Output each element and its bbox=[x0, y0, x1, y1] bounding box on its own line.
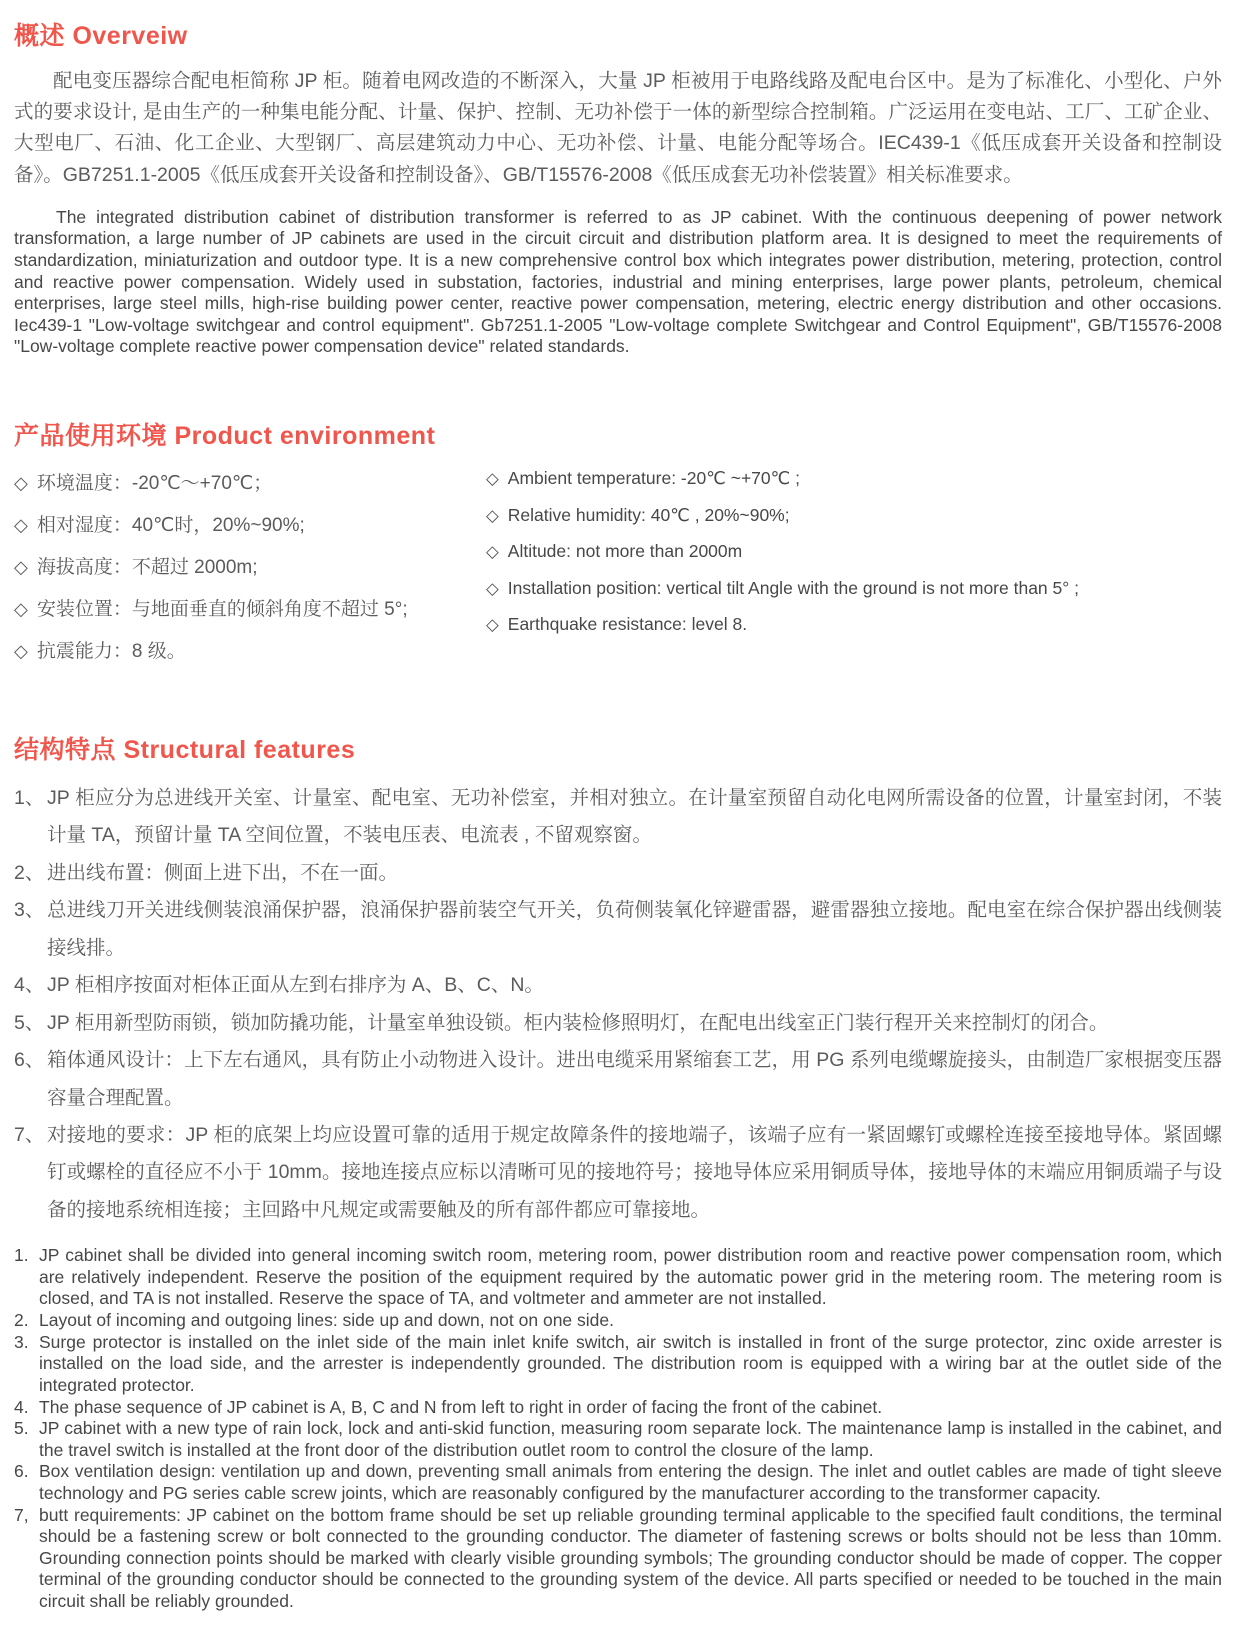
structural-features-section bbox=[14, 730, 1222, 1613]
diamond-bullet-icon: ◇ bbox=[14, 641, 28, 662]
overview-paragraph-zh: 配电变压器综合配电柜简称 JP 柜。随着电网改造的不断深入，大量 JP 柜被用于电路线路及配电台区中。是为了标准化、小型化、户外式的要求设计, 是由生产的一种集电能分配、计量、保护、控制、无功补偿于一体的新型综合控制箱。广泛运用在变电站、工厂、工矿企业、大型电厂、石油、化工企业、大型钢厂、高层建筑动力中心、无功补偿、计量、电能分配等场合。IEC439-1《低压成套开关设备和控制设备》。GB7251.1-2005《低压成套开关设备和控制设备》、GB/T15576-2008《低压成套无功补偿装置》相关标准要求。 bbox=[14, 70, 1222, 186]
feature-item-text: JP 柜相序按面对柜体正面从左到右排序为 A、B、C、N。 bbox=[47, 974, 544, 997]
product-environment-section bbox=[14, 416, 1222, 678]
diamond-bullet-icon: ◇ bbox=[486, 578, 499, 598]
feature-item-number: 2、 bbox=[14, 861, 45, 884]
environment-item-zh bbox=[14, 552, 486, 579]
feature-item-text: Layout of incoming and outgoing lines: side up and down, not on one side. bbox=[39, 1310, 614, 1331]
overview-heading: 概述 Overveiw bbox=[14, 22, 188, 50]
environment-item-text: Ambient temperature: -20℃ ~+70℃ ; bbox=[507, 468, 801, 489]
feature-item-text: JP cabinet shall be divided into general incoming switch room, metering room, power distribution room and reactive power compensation room, which are relatively independent. Reserve the position of the equipment required by the automatic power grid in the metering room. The metering room is closed, and TA is not installed. Reserve the space of TA, and voltmeter and ammeter are not installed. bbox=[39, 1245, 1222, 1309]
environment-list-en bbox=[486, 468, 1222, 651]
diamond-bullet-icon: ◇ bbox=[14, 515, 28, 536]
environment-item-text: Earthquake resistance: level 8. bbox=[507, 614, 748, 635]
feature-item-number: 2. bbox=[14, 1310, 29, 1331]
feature-item-text: JP 柜用新型防雨锁，锁加防撬功能，计量室单独设锁。柜内装检修照明灯，在配电出线室正门装行程开关来控制灯的闭合。 bbox=[47, 1011, 1109, 1034]
overview-paragraph-en: The integrated distribution cabinet of distribution transformer is referred to as JP cabinet. With the continuous deepening of power network transformation, a large number of JP cabinets are used in the circuit circuit and distribution platform area. It is designed to meet the requirements of standardization, miniaturization and outdoor type. It is a new comprehensive control box which integrates power distribution, metering, protection, control and reactive power compensation. Widely used in substation, factories, industrial and mining enterprises, large power plants, petroleum, chemical enterprises, large steel mills, high-rise building power center, reactive power compensation, metering, electric energy distribution and other occasions. Iec439-1 "Low-voltage switchgear and control equipment". Gb7251.1-2005 "Low-voltage complete Switchgear and Control Equipment", GB/T15576-2008 "Low-voltage complete reactive power compensation device" related standards. bbox=[14, 206, 1222, 357]
environment-item-zh bbox=[14, 468, 486, 495]
feature-item-en bbox=[14, 1505, 1222, 1613]
feature-item-en bbox=[14, 1245, 1222, 1310]
feature-item-number: 3. bbox=[14, 1331, 29, 1352]
feature-item-en bbox=[14, 1332, 1222, 1397]
diamond-bullet-icon: ◇ bbox=[486, 542, 499, 562]
feature-item-number: 7、 bbox=[14, 1123, 45, 1146]
feature-item-number: 5、 bbox=[14, 1011, 45, 1034]
diamond-bullet-icon: ◇ bbox=[14, 473, 28, 494]
environment-item-text: 环境温度：-20℃～+70℃； bbox=[36, 473, 273, 495]
features-list-en bbox=[14, 1245, 1222, 1612]
feature-item-zh bbox=[14, 892, 1222, 967]
environment-item-text: Relative humidity: 40℃ , 20%~90%; bbox=[507, 504, 790, 525]
feature-item-number: 7, bbox=[14, 1504, 29, 1525]
environment-item-en bbox=[486, 614, 1222, 635]
overview-section bbox=[14, 16, 1222, 358]
structural-features-heading: 结构特点 Structural features bbox=[14, 736, 356, 765]
feature-item-text: JP cabinet with a new type of rain lock, lock and anti-skid function, measuring room separate lock. The maintenance lamp is installed in the cabinet, and the travel switch is installed at the front door of the distribution outlet room to control the closure of the lamp. bbox=[39, 1418, 1222, 1460]
diamond-bullet-icon: ◇ bbox=[14, 557, 28, 578]
environment-item-text: 相对湿度：40℃时，20%~90%; bbox=[36, 515, 305, 537]
feature-item-zh bbox=[14, 855, 1222, 892]
feature-item-en bbox=[14, 1418, 1222, 1461]
environment-item-text: 海拔高度：不超过 2000m; bbox=[36, 557, 258, 579]
feature-item-number: 1. bbox=[14, 1245, 29, 1266]
feature-item-zh bbox=[14, 1042, 1222, 1117]
feature-item-text: Box ventilation design: ventilation up and down, preventing small animals from entering the design. The inlet and outlet cables are made of tight sleeve technology and PG series cable screw joints, which are reasonably configured by the manufacturer according to the transformer capacity. bbox=[39, 1461, 1222, 1503]
feature-item-zh bbox=[14, 780, 1222, 855]
feature-item-text: JP 柜应分为总进线开关室、计量室、配电室、无功补偿室，并相对独立。在计量室预留自动化电网所需设备的位置，计量室封闭，不装计量 TA，预留计量 TA 空间位置，不装电压表、电流表 , 不留观察窗。 bbox=[47, 787, 1222, 847]
feature-item-zh bbox=[14, 1117, 1222, 1229]
feature-item-text: 箱体通风设计：上下左右通风，具有防止小动物进入设计。进出电缆采用紧缩套工艺，用 PG 系列电缆螺旋接头，由制造厂家根据变压器容量合理配置。 bbox=[47, 1049, 1222, 1109]
feature-item-text: Surge protector is installed on the inlet side of the main inlet knife switch, air switch is installed in front of the surge protector, zinc oxide arrester is installed on the load side, and the arrester is independently grounded. The distribution room is equipped with a wiring bar at the outlet side of the integrated protector. bbox=[39, 1331, 1222, 1395]
feature-item-en bbox=[14, 1310, 1222, 1332]
diamond-bullet-icon: ◇ bbox=[486, 469, 499, 489]
environment-item-text: Installation position: vertical tilt Angle with the ground is not more than 5° ; bbox=[507, 577, 1079, 598]
diamond-bullet-icon: ◇ bbox=[14, 599, 28, 620]
environment-item-text: 安装位置：与地面垂直的倾斜角度不超过 5°; bbox=[36, 599, 408, 621]
feature-item-zh bbox=[14, 1005, 1222, 1042]
feature-item-number: 6. bbox=[14, 1461, 29, 1482]
feature-item-text: The phase sequence of JP cabinet is A, B, C and N from left to right in order of facing the front of the cabinet. bbox=[39, 1396, 883, 1417]
diamond-bullet-icon: ◇ bbox=[486, 615, 499, 635]
feature-item-number: 5. bbox=[14, 1418, 29, 1439]
feature-item-number: 3、 bbox=[14, 899, 45, 922]
diamond-bullet-icon: ◇ bbox=[486, 505, 499, 525]
environment-item-en bbox=[486, 468, 1222, 489]
product-environment-heading: 产品使用环境 Product environment bbox=[14, 422, 436, 451]
environment-item-zh bbox=[14, 636, 486, 663]
environment-item-en bbox=[486, 505, 1222, 526]
feature-item-en bbox=[14, 1461, 1222, 1504]
feature-item-en bbox=[14, 1397, 1222, 1419]
environment-item-zh bbox=[14, 510, 486, 537]
environment-item-en bbox=[486, 541, 1222, 562]
environment-item-text: 抗震能力：8 级。 bbox=[36, 641, 186, 663]
feature-item-number: 1、 bbox=[14, 787, 45, 810]
feature-item-zh bbox=[14, 967, 1222, 1004]
feature-item-text: butt requirements: JP cabinet on the bottom frame should be set up reliable grounding terminal applicable to the specified fault conditions, the terminal should be a fastening screw or bolt connected to the grounding conductor. The diameter of fastening screws or bolts should not be less than 10mm. Grounding connection points should be marked with clearly visible grounding symbols; The grounding conductor should be made of copper. The copper terminal of the grounding conductor should be connected to the grounding system of the device. All parts specified or needed to be touched in the main circuit shall be reliably grounded. bbox=[39, 1504, 1222, 1612]
environment-item-text: Altitude: not more than 2000m bbox=[507, 541, 743, 562]
environment-columns bbox=[14, 468, 1222, 678]
feature-item-text: 对接地的要求：JP 柜的底架上均应设置可靠的适用于规定故障条件的接地端子，该端子应有一紧固螺钉或螺栓连接至接地导体。紧固螺钉或螺栓的直径应不小于 10mm。接地连接点应标以清晰可见的接地符号；接地导体应采用铜质导体，接地导体的末端应用铜质端子与设备的接地系统相连接；主回路中凡规定或需要触及的所有部件都应可靠接地。 bbox=[47, 1123, 1222, 1221]
environment-item-en bbox=[486, 578, 1222, 599]
features-list-zh bbox=[14, 780, 1222, 1229]
environment-list-zh bbox=[14, 468, 486, 678]
feature-item-text: 进出线布置：侧面上进下出，不在一面。 bbox=[47, 861, 399, 884]
feature-item-number: 6、 bbox=[14, 1049, 45, 1072]
feature-item-number: 4. bbox=[14, 1396, 29, 1417]
environment-item-zh bbox=[14, 594, 486, 621]
feature-item-text: 总进线刀开关进线侧装浪涌保护器，浪涌保护器前装空气开关，负荷侧装氧化锌避雷器，避雷器独立接地。配电室在综合保护器出线侧装接线排。 bbox=[47, 899, 1222, 959]
feature-item-number: 4、 bbox=[14, 974, 45, 997]
